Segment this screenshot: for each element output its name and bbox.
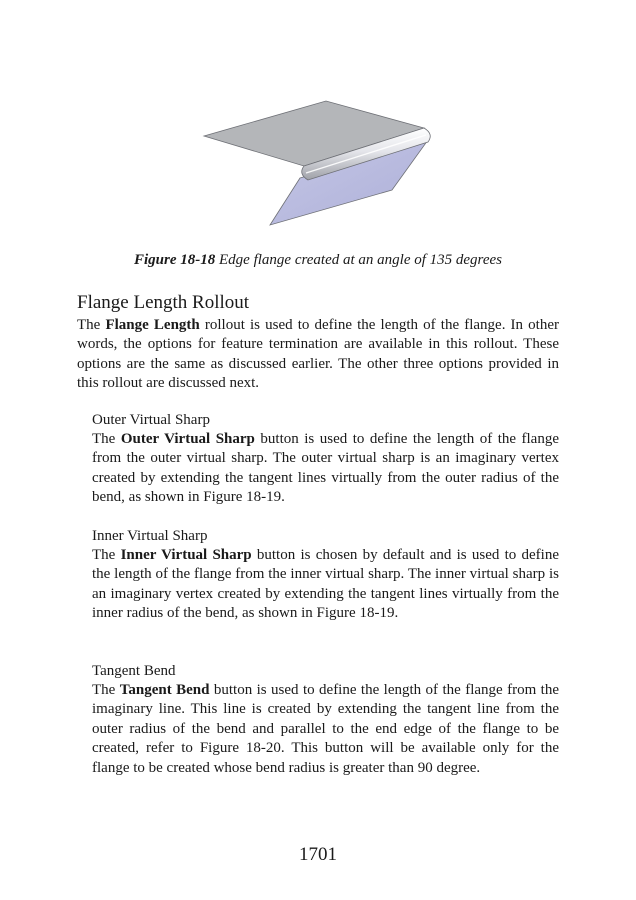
- inner-virtual-sharp-paragraph: The Inner Virtual Sharp button is chosen by default and is used to define the length of the flange from the inner virtual sharp. The inner virtual sharp is an imaginary vertex created by extending the tangent lines virtually from the inner radius of the bend, as shown in Figure 18-19.: [92, 547, 559, 622]
- flange-length-term: Flange Length: [105, 317, 200, 333]
- tangent-bend-heading: Tangent Bend: [92, 663, 176, 679]
- tangent-bend-paragraph: The Tangent Bend button is used to define the length of the flange from the imaginary line. This line is created by extending the tangent line from the outer radius of the bend and parallel to the end edge of the flange to be created, refer to Figure 18-20. This button will be available only for the flange to be created whose bend radius is greater than 90 degree.: [92, 682, 559, 776]
- page-number: 1701: [299, 844, 337, 865]
- outer-virtual-sharp-paragraph: The Outer Virtual Sharp button is used to define the length of the flange from the outer virtual sharp. The outer virtual sharp is an imaginary vertex created by extending the tangent lines virtually from the outer radius of the bend, as shown in Figure 18-19.: [92, 431, 559, 506]
- section-heading: Flange Length Rollout: [77, 292, 250, 313]
- flange-figure: [196, 96, 440, 230]
- figure-caption: [0, 252, 636, 269]
- outer-virtual-sharp-heading: Outer Virtual Sharp: [92, 412, 210, 428]
- flange-135-degree-illustration: [196, 96, 440, 230]
- inner-virtual-sharp-heading: Inner Virtual Sharp: [92, 528, 208, 544]
- figure-caption-text: Edge flange created at an angle of 135 degrees: [215, 252, 502, 268]
- intro-paragraph: The Flange Length rollout is used to define the length of the flange. In other words, the options for feature termination are available in this rollout. These options are the same as discussed earlier. The other three options provided in this rollout are discussed next.: [77, 317, 559, 392]
- figure-label: Figure 18-18: [133, 252, 216, 268]
